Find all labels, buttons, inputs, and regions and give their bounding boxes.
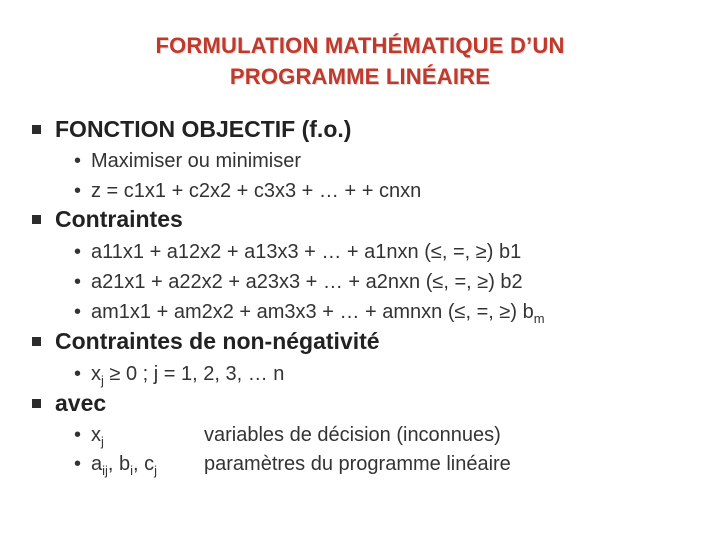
bullet-icon: • — [74, 424, 82, 446]
bullet-icon: • — [74, 363, 82, 385]
slide-title — [0, 30, 720, 92]
definition-row-1 — [74, 424, 674, 447]
constraint-row-m — [74, 301, 545, 324]
section-heading: Contraintes de non-négativité — [55, 328, 380, 354]
square-bullet-icon — [32, 215, 41, 224]
formula-text: $x_j \ge 0$ ; j = 1, 2, 3, … n — [91, 363, 285, 388]
item-text: Maximiser ou minimiser — [91, 150, 302, 172]
title-line-1: FORMULATION MATHÉMATIQUE D’UN — [155, 33, 565, 58]
bullet-icon: • — [74, 241, 82, 263]
definition-symbol: $a_{ij}$, $b_i$, $c_j$ — [91, 453, 158, 478]
bullet-icon: • — [74, 271, 82, 293]
section-constraints — [32, 206, 183, 233]
constraint-row-2 — [74, 271, 523, 294]
section-non-negativity — [32, 328, 380, 355]
section-heading: avec — [55, 390, 107, 416]
section-heading: FONCTION OBJECTIF (f.o.) — [55, 116, 352, 142]
formula-text: am1x1 + am2x2 + am3x3 + … + amnxn (≤, =, ≥) $b_m$ — [91, 301, 545, 326]
formula-text: a11x1 + a12x2 + a13x3 + … + a1nxn (≤, =, ≥) b1 — [91, 241, 522, 263]
definition-row-2 — [74, 453, 674, 476]
square-bullet-icon — [32, 125, 41, 134]
bullet-icon: • — [74, 150, 82, 172]
definition-text: paramètres du programme linéaire — [204, 453, 511, 475]
formula-text: a21x1 + a22x2 + a23x3 + … + a2nxn (≤, =, ≥) b2 — [91, 271, 523, 293]
non-negativity-row — [74, 363, 284, 386]
bullet-icon: • — [74, 453, 82, 475]
section-with — [32, 390, 106, 417]
definition-symbol: $x_j$ — [91, 424, 104, 449]
bullet-icon: • — [74, 301, 82, 323]
title-line-2: PROGRAMME LINÉAIRE — [229, 64, 491, 89]
list-item — [74, 150, 301, 173]
constraint-row-1 — [74, 241, 521, 264]
section-objective-function — [32, 116, 351, 143]
section-heading: Contraintes — [55, 206, 183, 232]
square-bullet-icon — [32, 399, 41, 408]
definition-text: variables de décision (inconnues) — [204, 424, 501, 446]
objective-formula — [74, 180, 421, 203]
bullet-icon: • — [74, 180, 82, 202]
square-bullet-icon — [32, 337, 41, 346]
formula-text: z = c1x1 + c2x2 + c3x3 + … + + cnxn — [91, 180, 422, 202]
